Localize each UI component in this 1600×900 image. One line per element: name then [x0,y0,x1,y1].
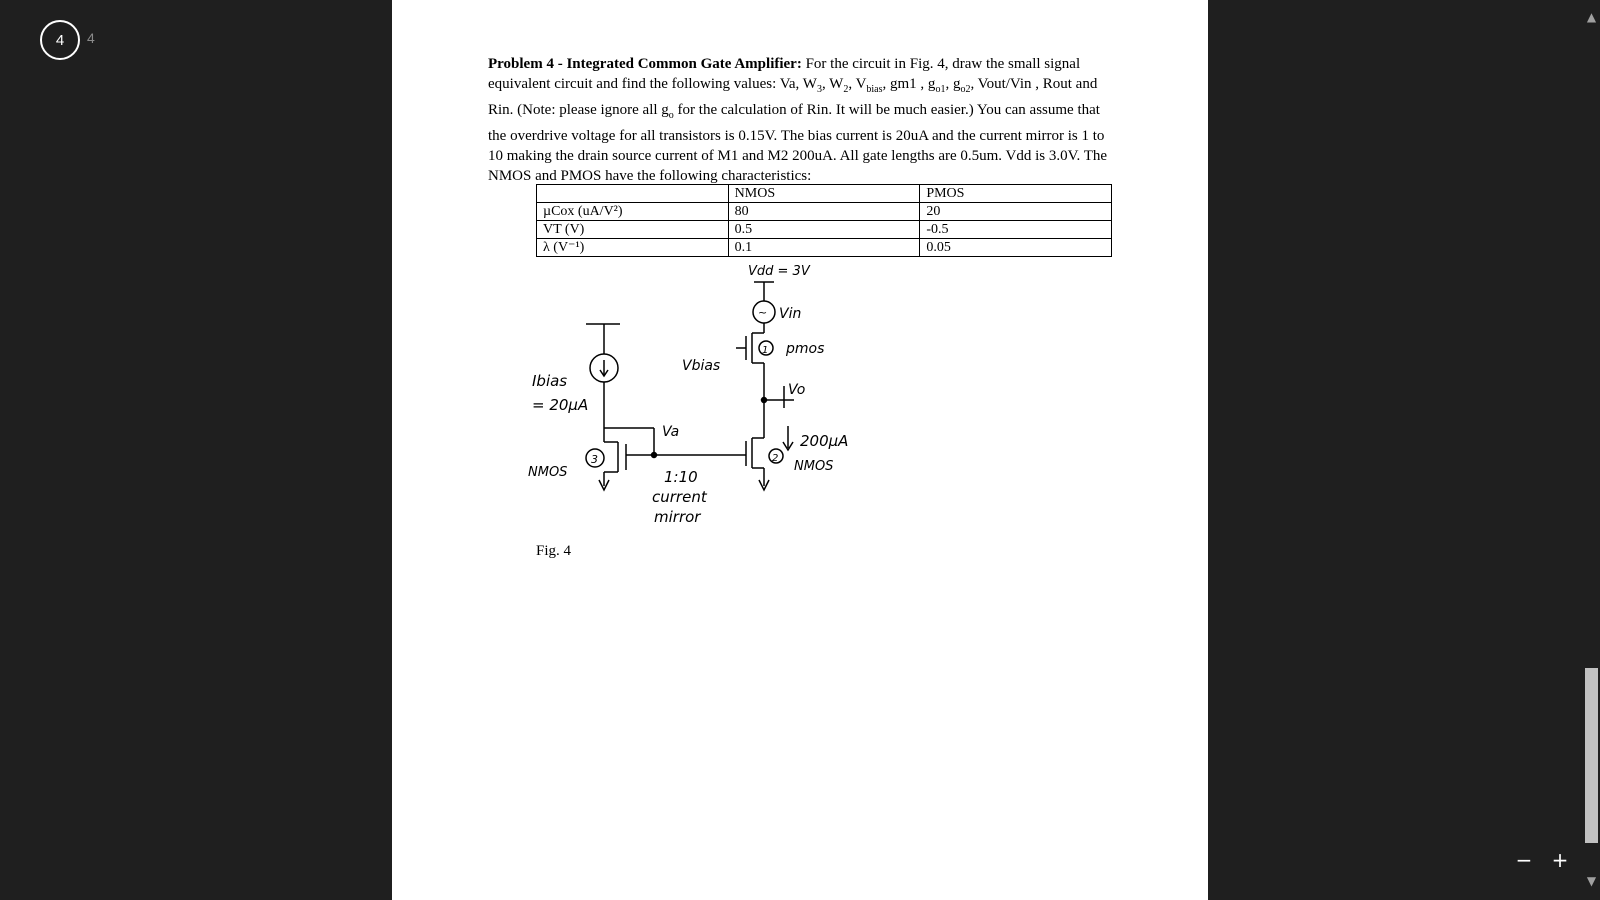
current-label: 200µA [800,432,849,450]
sub-bias: bias [866,84,883,95]
ac-symbol: ~ [758,306,768,319]
problem-statement [488,54,1118,186]
vbias-label: Vbias [682,358,721,374]
m1-number: 1 [762,345,769,356]
figure-caption: Fig. 4 [536,543,572,559]
problem-text-4: , gm1 , g [882,76,936,92]
table-cell: 0.05 [920,239,1112,257]
circuit-diagram [522,258,862,538]
table-cell: PMOS [920,185,1112,203]
sub-o1: o1 [935,84,946,95]
document-page [392,0,1208,900]
table-row [537,239,1112,257]
sub-o2: o2 [960,84,971,95]
table-cell: µCox (uA/V²) [537,203,729,221]
table-cell: 0.5 [728,221,920,239]
problem-title: Problem 4 - Integrated Common Gate Amplifier: [488,56,802,72]
ibias-label: Ibias [532,372,568,390]
vo-label: Vo [788,382,806,398]
vin-label: Vin [779,306,802,322]
problem-text-7: for the calculation of Rin. It will be much easier.) You can assume that the overdrive voltage for all transistors is 0.15V. The bias current is 20uA and the current mirror is 1 to 10 making the drain source current of M1 and M2 200uA. All gate lengths are 0.5um. Vdd is 3.0V. The NMOS and PMOS have the following characteristics: [488,102,1108,184]
table-cell: 80 [728,203,920,221]
mirror-label-1: current [652,488,707,506]
vertical-scrollbar[interactable] [1583,0,1600,900]
problem-text-6: , Vout/Vin , Rout and Rin. (Note: please ignore all g [488,76,1098,118]
table-row [537,221,1112,239]
problem-text-5: , g [945,76,961,92]
ratio-label: 1:10 [664,468,698,486]
sub-2: 2 [843,84,849,95]
problem-text-2: , W [821,76,844,92]
mirror-label-2: mirror [654,508,701,526]
nmos-right-label: NMOS [794,459,834,474]
table-cell: VT (V) [537,221,729,239]
scroll-thumb[interactable] [1585,668,1598,843]
vdd-label: Vdd = 3V [748,264,810,279]
zoom-in-button[interactable]: + [1551,848,1569,872]
table-cell: -0.5 [920,221,1112,239]
sub-o: o [668,110,674,121]
table-cell [537,185,729,203]
m3-number: 3 [591,453,598,466]
table-cell: NMOS [728,185,920,203]
scroll-down-icon[interactable]: ▼ [1586,873,1597,888]
table-cell: 20 [920,203,1112,221]
zoom-out-button[interactable]: − [1515,848,1533,872]
total-pages-label: 4 [87,30,95,46]
problem-text-3: , V [848,76,867,92]
problem-text-1: For the circuit in Fig. 4, draw the small signal equivalent circuit and find the following values: Va, W [488,56,1081,92]
va-label: Va [662,424,680,440]
table-cell: 0.1 [728,239,920,257]
table-row [537,203,1112,221]
parameter-table [536,184,1112,257]
current-page-indicator: 4 [40,20,80,60]
ibias-value: = 20µA [532,396,589,414]
table-header-row [537,185,1112,203]
sub-3: 3 [816,84,822,95]
nmos-left-label: NMOS [528,465,568,480]
scroll-up-icon[interactable]: ▲ [1586,9,1597,24]
table-cell: λ (V⁻¹) [537,239,729,257]
m2-number: 2 [772,453,779,464]
pmos-label: pmos [786,341,825,357]
